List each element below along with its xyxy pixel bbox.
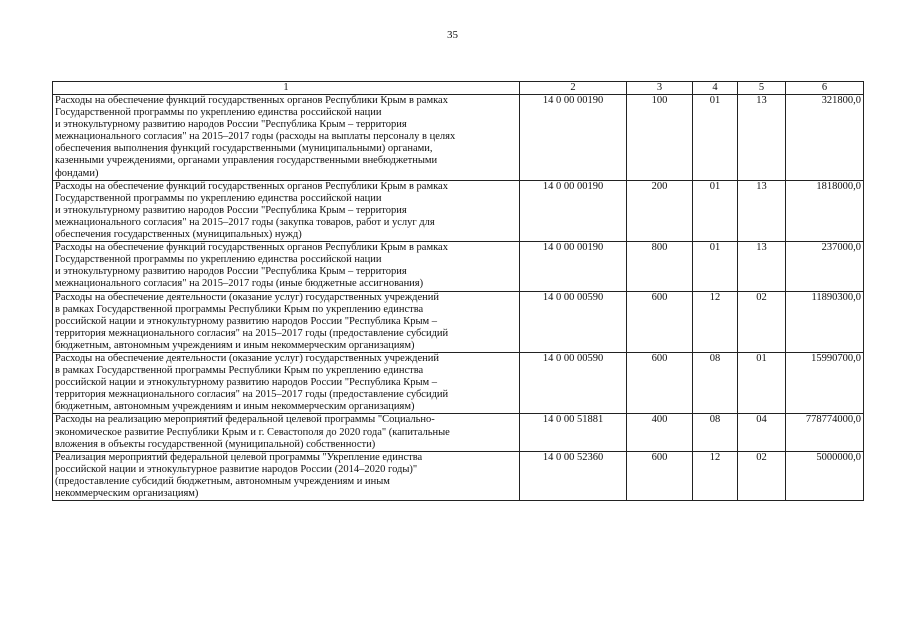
table-row bbox=[53, 414, 864, 451]
row-subsection: 04 bbox=[738, 414, 786, 451]
table-row bbox=[53, 180, 864, 241]
row-amount: 237000,0 bbox=[786, 242, 864, 291]
row-section: 08 bbox=[693, 352, 738, 413]
row-description: Расходы на обеспечение функций государственных органов Республики Крым в рамках Государственной программы по укреплению единства российской нации и этнокультурному развитию народов России "Республика Крым – территория межнационального согласия" на 2015–2017 годы (иные бюджетные ассигнования) bbox=[53, 242, 520, 291]
row-description: Расходы на реализацию мероприятий федеральной целевой программы "Социально- экономическое развитие Республики Крым и г. Севастополя до 2020 года" (капитальные вложения в объекты государственной (муниципальной) собственности) bbox=[53, 414, 520, 451]
row-target-article: 14 0 00 52360 bbox=[520, 451, 627, 500]
row-target-article: 14 0 00 00590 bbox=[520, 291, 627, 352]
row-expense-type: 800 bbox=[627, 242, 693, 291]
column-number-2: 2 bbox=[520, 82, 627, 95]
row-section: 12 bbox=[693, 291, 738, 352]
row-target-article: 14 0 00 00190 bbox=[520, 242, 627, 291]
row-expense-type: 600 bbox=[627, 451, 693, 500]
table-row bbox=[53, 242, 864, 291]
column-number-4: 4 bbox=[693, 82, 738, 95]
row-subsection: 01 bbox=[738, 352, 786, 413]
row-expense-type: 200 bbox=[627, 180, 693, 241]
row-expense-type: 100 bbox=[627, 95, 693, 181]
budget-table bbox=[52, 81, 864, 501]
row-amount: 11890300,0 bbox=[786, 291, 864, 352]
column-number-row bbox=[53, 82, 864, 95]
column-number-1: 1 bbox=[53, 82, 520, 95]
row-amount: 778774000,0 bbox=[786, 414, 864, 451]
row-target-article: 14 0 00 00590 bbox=[520, 352, 627, 413]
row-target-article: 14 0 00 00190 bbox=[520, 95, 627, 181]
table-row bbox=[53, 291, 864, 352]
row-amount: 1818000,0 bbox=[786, 180, 864, 241]
table-row bbox=[53, 451, 864, 500]
row-section: 01 bbox=[693, 180, 738, 241]
row-section: 01 bbox=[693, 242, 738, 291]
row-expense-type: 600 bbox=[627, 352, 693, 413]
row-description: Расходы на обеспечение деятельности (оказание услуг) государственных учреждений в рамках Государственной программы Республики Крым по укреплению единства российской нации и этнокультурному развитию народов России "Республика Крым – территория межнационального согласия" на 2015–2017 годы (предоставление субсидий бюджетным, автономным учреждениям и иным некоммерческим организациям) bbox=[53, 291, 520, 352]
row-description: Расходы на обеспечение функций государственных органов Республики Крым в рамках Государственной программы по укреплению единства российской нации и этнокультурному развитию народов России "Республика Крым – территория межнационального согласия" на 2015–2017 годы (закупка товаров, работ и услуг для обеспечения государственных (муниципальных) нужд) bbox=[53, 180, 520, 241]
row-subsection: 02 bbox=[738, 451, 786, 500]
row-description: Реализация мероприятий федеральной целевой программы "Укрепление единства российской нации и этнокультурное развитие народов России (2014–2020 годы)" (предоставление субсидий бюджетным, автономным учреждениям и иным некоммерческим организациям) bbox=[53, 451, 520, 500]
row-subsection: 02 bbox=[738, 291, 786, 352]
row-subsection: 13 bbox=[738, 242, 786, 291]
row-section: 01 bbox=[693, 95, 738, 181]
row-amount: 321800,0 bbox=[786, 95, 864, 181]
row-description: Расходы на обеспечение функций государственных органов Республики Крым в рамках Государственной программы по укреплению единства российской нации и этнокультурному развитию народов России "Республика Крым – территория межнационального согласия" на 2015–2017 годы (расходы на выплаты персоналу в целях обеспечения выполнения функций государственными (муниципальными) органами, казенными учреждениями, органами управления государственными внебюджетными фондами) bbox=[53, 95, 520, 181]
row-section: 12 bbox=[693, 451, 738, 500]
table-row bbox=[53, 352, 864, 413]
row-amount: 5000000,0 bbox=[786, 451, 864, 500]
page-number: 35 bbox=[447, 29, 458, 41]
row-description: Расходы на обеспечение деятельности (оказание услуг) государственных учреждений в рамках Государственной программы Республики Крым по укреплению единства российской нации и этнокультурному развитию народов России "Республика Крым – территория межнационального согласия" на 2015–2017 годы (предоставление субсидий бюджетным, автономным учреждениям и иным некоммерческим организациям) bbox=[53, 352, 520, 413]
column-number-3: 3 bbox=[627, 82, 693, 95]
row-expense-type: 400 bbox=[627, 414, 693, 451]
table-row bbox=[53, 95, 864, 181]
row-subsection: 13 bbox=[738, 180, 786, 241]
row-target-article: 14 0 00 00190 bbox=[520, 180, 627, 241]
column-number-6: 6 bbox=[786, 82, 864, 95]
row-target-article: 14 0 00 51881 bbox=[520, 414, 627, 451]
column-number-5: 5 bbox=[738, 82, 786, 95]
row-subsection: 13 bbox=[738, 95, 786, 181]
row-section: 08 bbox=[693, 414, 738, 451]
row-expense-type: 600 bbox=[627, 291, 693, 352]
row-amount: 15990700,0 bbox=[786, 352, 864, 413]
